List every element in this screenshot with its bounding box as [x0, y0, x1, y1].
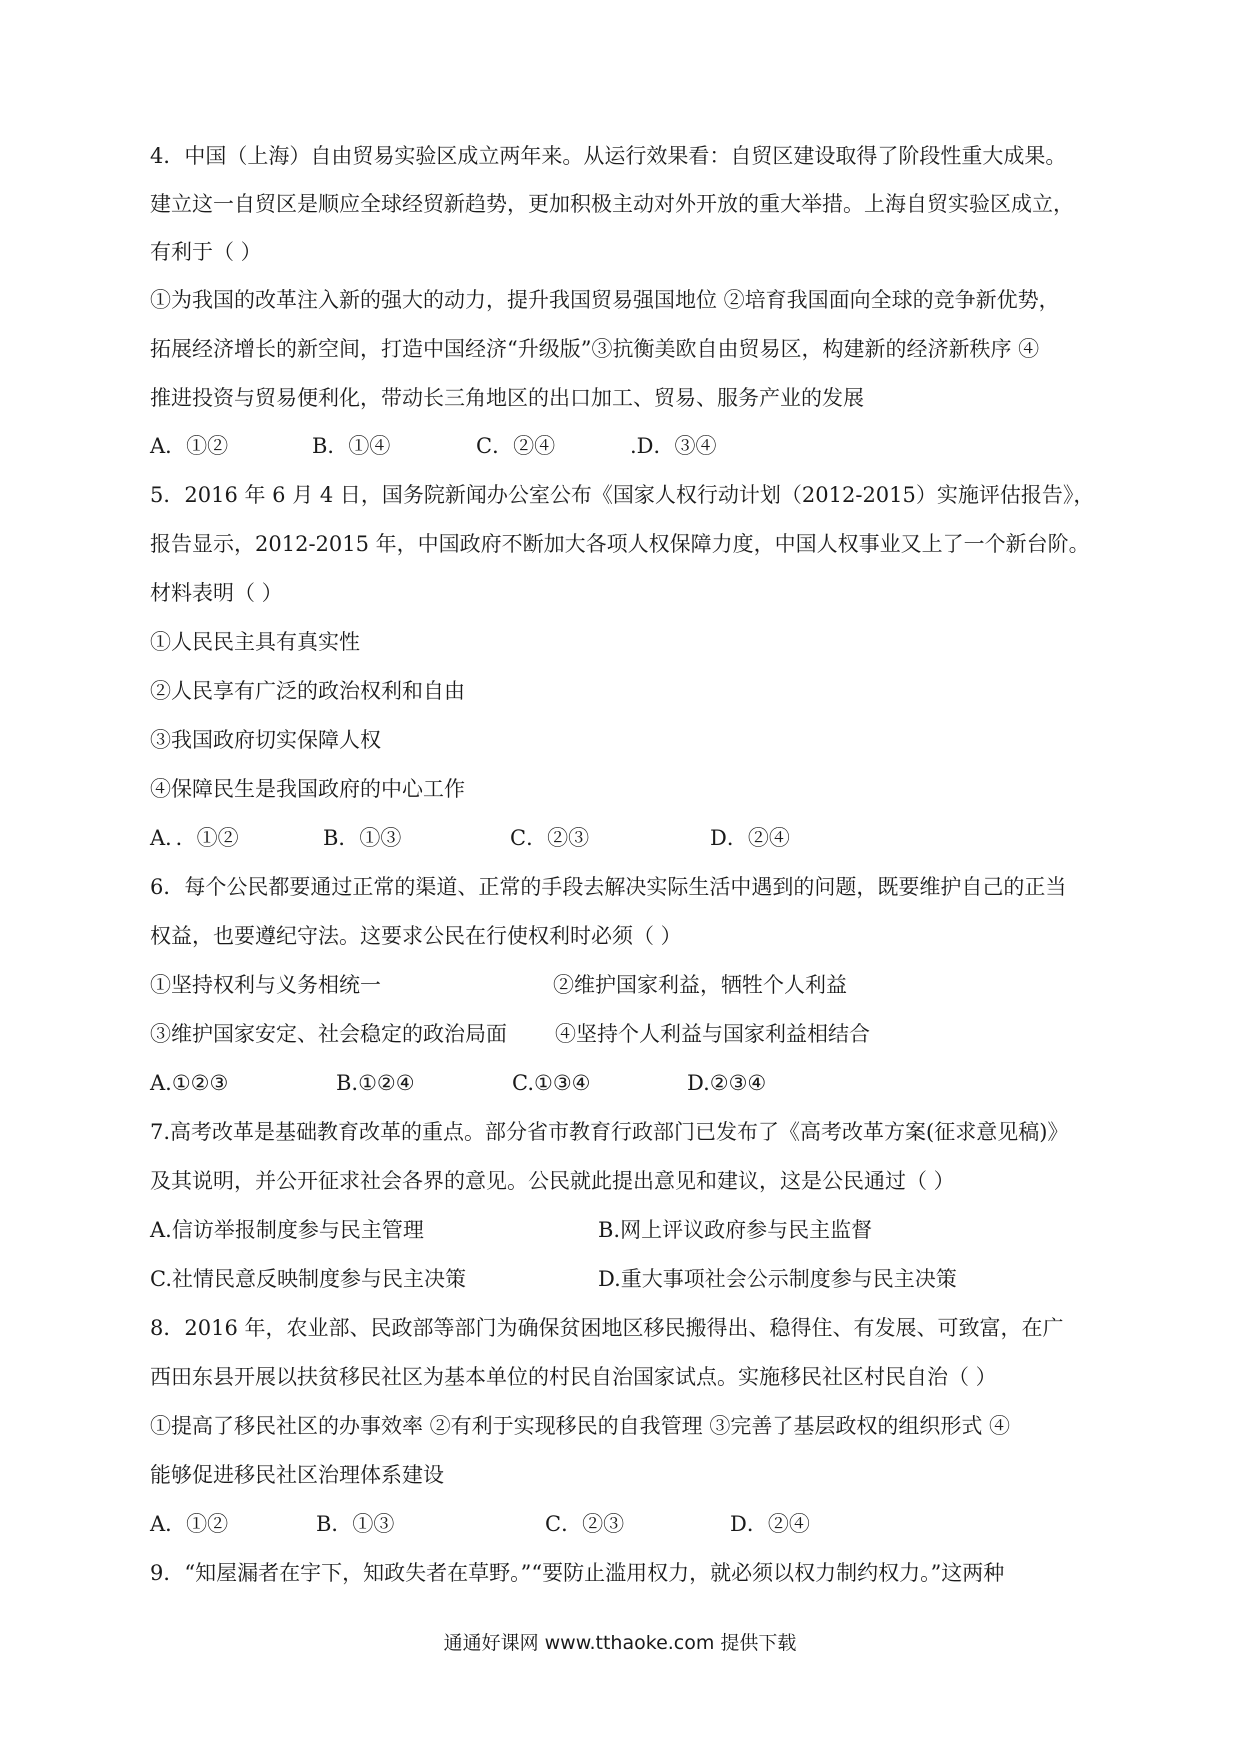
- q6-item-2: ②维护国家利益，牺牲个人利益: [553, 973, 847, 997]
- q7-option-d: D.重大事项社会公示制度参与民主决策: [598, 1267, 957, 1291]
- q4-option-a: A．①②: [150, 434, 229, 458]
- q6-item-1: ①坚持权利与义务相统一: [150, 973, 381, 997]
- q4-option-d: .D．③④: [630, 434, 717, 458]
- q4-stem-line-3: 有利于（ ）: [150, 240, 262, 264]
- q4-stem-line-2: 建立这一自贸区是顺应全球经贸新趋势，更加积极主动对外开放的重大举措。上海自贸实验区成立，: [150, 192, 1074, 216]
- q4-stem-line-1: 4．中国（上海）自由贸易实验区成立两年来。从运行效果看：自贸区建设取得了阶段性重大成果。: [150, 144, 1067, 168]
- q4-item-line-1: ①为我国的改革注入新的强大的动力，提升我国贸易强国地位 ②培育我国面向全球的竞争新优势，: [150, 288, 1060, 312]
- q8-item-line-2: 能够促进移民社区治理体系建设: [150, 1463, 444, 1487]
- page-footer: 通通好课网 www.tthaoke.com 提供下载: [443, 1632, 797, 1654]
- q6-stem-line-1: 6．每个公民都要通过正常的渠道、正常的手段去解决实际生活中遇到的问题，既要维护自己的正当: [150, 875, 1067, 899]
- q5-option-c: C．②③: [510, 826, 590, 850]
- q5-option-a: A．．①②: [150, 826, 239, 850]
- q5-stem-line-1: 5．2016 年 6 月 4 日，国务院新闻办公室公布《国家人权行动计划（2012-2015）实施评估报告》，: [150, 483, 1095, 507]
- q5-stem-line-2: 报告显示，2012-2015 年，中国政府不断加大各项人权保障力度，中国人权事业又上了一个新台阶。: [150, 532, 1090, 556]
- q5-stem-line-3: 材料表明（ ）: [150, 581, 283, 605]
- q6-option-a: A.①②③: [150, 1071, 229, 1095]
- q7-option-b: B.网上评议政府参与民主监督: [598, 1218, 873, 1242]
- q5-option-b: B．①③: [323, 826, 402, 850]
- q8-option-a: A．①②: [150, 1512, 229, 1536]
- q5-item-1: ①人民民主具有真实性: [150, 630, 360, 654]
- q8-option-b: B．①③: [316, 1512, 395, 1536]
- q4-option-c: C．②④: [476, 434, 556, 458]
- q6-item-4: ④坚持个人利益与国家利益相结合: [555, 1022, 870, 1046]
- q6-option-d: D.②③④: [687, 1071, 767, 1095]
- q4-option-b: B．①④: [312, 434, 391, 458]
- q8-stem-line-1: 8．2016 年，农业部、民政部等部门为确保贫困地区移民搬得出、稳得住、有发展、可致富，在广: [150, 1316, 1064, 1340]
- q7-option-a: A.信访举报制度参与民主管理: [150, 1218, 424, 1242]
- q8-option-c: C．②③: [545, 1512, 625, 1536]
- q5-item-4: ④保障民生是我国政府的中心工作: [150, 777, 465, 801]
- q4-item-line-3: 推进投资与贸易便利化，带动长三角地区的出口加工、贸易、服务产业的发展: [150, 386, 864, 410]
- q5-option-d: D．②④: [710, 826, 790, 850]
- q5-item-3: ③我国政府切实保障人权: [150, 728, 381, 752]
- q4-item-line-2: 拓展经济增长的新空间，打造中国经济“升级版”③抗衡美欧自由贸易区，构建新的经济新秩序 ④: [150, 337, 1040, 361]
- q6-option-b: B.①②④: [336, 1071, 415, 1095]
- q7-option-c: C.社情民意反映制度参与民主决策: [150, 1267, 466, 1291]
- q5-item-2: ②人民享有广泛的政治权利和自由: [150, 679, 465, 703]
- q8-option-d: D．②④: [730, 1512, 810, 1536]
- q7-stem-line-1: 7.高考改革是基础教育改革的重点。部分省市教育行政部门已发布了《高考改革方案(征求意见稿)》: [150, 1120, 1069, 1144]
- q6-item-3: ③维护国家安定、社会稳定的政治局面: [150, 1022, 507, 1046]
- q8-stem-line-2: 西田东县开展以扶贫移民社区为基本单位的村民自治国家试点。实施移民社区村民自治（ ）: [150, 1365, 997, 1389]
- q9-stem-line-1: 9．“知屋漏者在宇下，知政失者在草野。”“要防止滥用权力，就必须以权力制约权力。”这两种: [150, 1561, 1005, 1585]
- q7-stem-line-2: 及其说明，并公开征求社会各界的意见。公民就此提出意见和建议，这是公民通过（ ）: [150, 1169, 955, 1193]
- q6-option-c: C.①③④: [512, 1071, 591, 1095]
- q6-stem-line-2: 权益，也要遵纪守法。这要求公民在行使权利时必须（ ）: [150, 924, 682, 948]
- q8-item-line-1: ①提高了移民社区的办事效率 ②有利于实现移民的自我管理 ③完善了基层政权的组织形式 ④: [150, 1414, 1011, 1438]
